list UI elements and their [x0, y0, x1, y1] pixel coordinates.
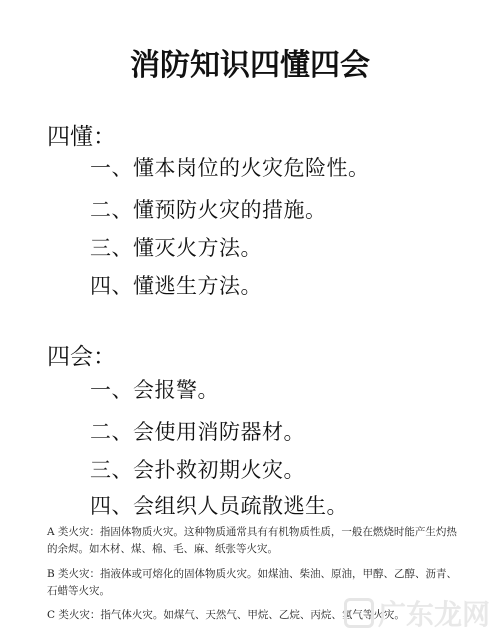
- list-item: 一、会报警。: [90, 378, 219, 402]
- page-title: 消防知识四懂四会: [130, 48, 370, 83]
- list-item: 四、会组织人员疏散逃生。: [90, 494, 348, 518]
- fire-class-b-note: B 类火灾：指液体或可熔化的固体物质火灾。如煤油、柴油、原油，甲醇、乙醇、沥青、石蜡等火灾。: [47, 568, 458, 597]
- fire-class-a-note: A 类火灾：指固体物质火灾。这种物质通常具有有机物质性质，一般在燃烧时能产生灼热的余烬。如木材、煤、棉、毛、麻、纸张等火灾。: [47, 526, 457, 555]
- section-heading-dong: 四懂：: [47, 124, 116, 150]
- list-item: 三、会扑救初期火灾。: [90, 458, 305, 482]
- list-item: 一、懂本岗位的火灾危险性。: [90, 156, 370, 180]
- watermark-logo: [344, 593, 490, 633]
- watermark-icon: [344, 598, 374, 628]
- watermark-text: 广东龙网: [377, 598, 490, 631]
- list-item: 二、会使用消防器材。: [90, 420, 305, 444]
- list-item: 三、懂灭火方法。: [90, 236, 262, 260]
- list-item: 四、懂逃生方法。: [90, 274, 262, 298]
- fire-class-c-note: C 类火灾：指气体火灾。如煤气、天然气、甲烷、乙烷、丙烷、氢气等火灾。: [47, 609, 405, 621]
- list-item: 二、懂预防火灾的措施。: [90, 198, 327, 222]
- section-heading-hui: 四会：: [47, 344, 116, 370]
